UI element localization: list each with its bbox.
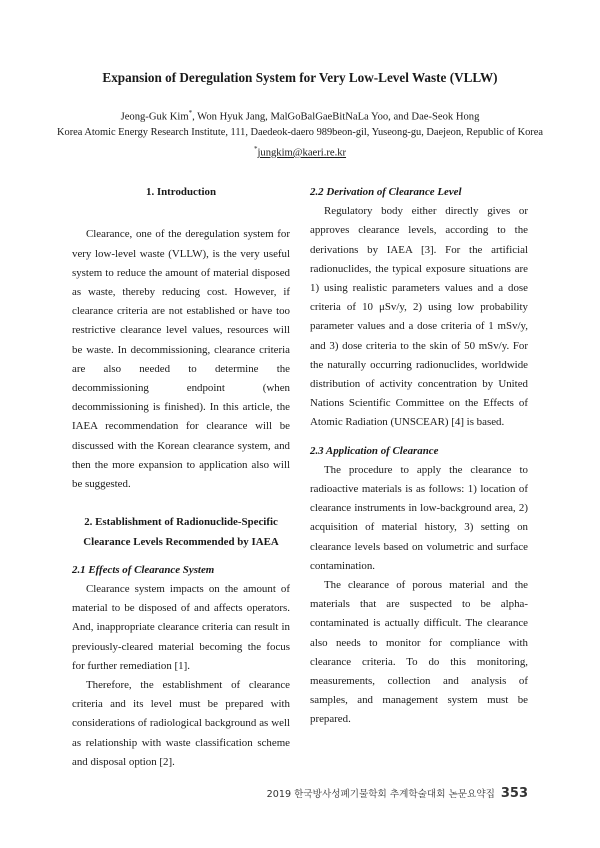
page-footer <box>267 786 528 801</box>
paragraph-2-3-b: The clearance of porous material and the materials that are suspected to be alpha-contaminated is actually difficult. The clearance also needs to monitor for compliance with clearance criteria. To do this monitoring, measurements, collection and analysis of samples, and management system must be prepared. <box>310 579 528 726</box>
subsection-heading-2-3: 2.3 Application of Clearance <box>310 444 439 457</box>
section-heading-2: 2. Establishment of Radionuclide-Specific Clearance Levels Recommended by IAEA <box>83 516 279 548</box>
email-link[interactable]: jungkim@kaeri.re.kr <box>257 147 347 159</box>
paper-title: Expansion of Deregulation System for Very Low-Level Waste (VLLW) <box>102 70 498 85</box>
author-list <box>0 109 600 123</box>
spacer <box>72 552 290 561</box>
author-rest: , Won Hyuk Jang, MalGoBalGaeBitNaLa Yoo, and Dae-Seok Hong <box>192 111 480 123</box>
left-column <box>72 183 290 772</box>
section-heading-introduction: 1. Introduction <box>146 186 216 198</box>
intro-paragraph: Clearance, one of the deregulation system for very low-level waste (VLLW), is the very useful system to reduce the amount of material disposed as waste, thereby reducing cost. However, if clearance criteria are not established or have too restrictive clearance level values, resources will be waste. In decommissioning, clearance criteria are also needed to determine the decommissioning endpoint (when decommissioning is finished). In this article, the IAEA recommendation for clearance will be discussed with the Korean clearance system, and then the more expansion to application also will be suggested. <box>72 228 290 491</box>
paragraph-2-2: Regulatory body either directly gives or approves clearance levels, according to the derivations by IAEA [3]. For the artificial radionuclides, the typical exposure situations are 1) using realistic parameters values and a dose criteria of 10 μSv/y, 2) using low probability parameter values and a dose criteria of 1 mSv/y, and 3) dose criteria to the skin of 50 mSv/y. For the naturally occurring radionuclides, worldwide distribution of activity concentration by United Nations Scientific Committee on the Effects of Atomic Radiation (UNSCEAR) [4] is based. <box>310 205 528 429</box>
email-mark: * <box>253 145 258 153</box>
email-line <box>0 145 600 159</box>
affiliation: Korea Atomic Energy Research Institute, 111, Daedeok-daero 989beon-gil, Yuseong-gu, Daejeon, Republic of Korea <box>57 127 543 138</box>
subsection-heading-2-2: 2.2 Derivation of Clearance Level <box>310 186 462 198</box>
page-number: 353 <box>500 786 528 801</box>
subsection-heading-2-1: 2.1 Effects of Clearance System <box>72 563 215 576</box>
paragraph-2-1-b: Therefore, the establishment of clearance criteria and its level must be prepared with considerations of radiological background as well as relationship with waste classification scheme and disposal option [2]. <box>72 679 290 768</box>
paragraph-2-1-a: Clearance system impacts on the amount of material to be disposed of and affects operators. And, inappropriate clearance criteria can result in previously-cleared material becoming the focus for further remediation [1]. <box>72 583 290 672</box>
author-first: Jeong-Guk Kim <box>120 111 189 123</box>
right-column <box>310 183 528 730</box>
paragraph-2-3-a: The procedure to apply the clearance to radioactive materials is as follows: 1) location of clearance instruments in low-background area, 2) acquisition of material history, 3) setting on clearance levels based on volumetric and surface contamination. <box>310 463 528 572</box>
spacer <box>72 494 290 513</box>
spacer <box>72 202 290 221</box>
proceedings-label: 2019 한국방사성폐기물학회 추계학술대회 논문요약집 <box>266 789 495 800</box>
corresponding-mark: * <box>188 109 193 117</box>
spacer <box>310 433 528 442</box>
